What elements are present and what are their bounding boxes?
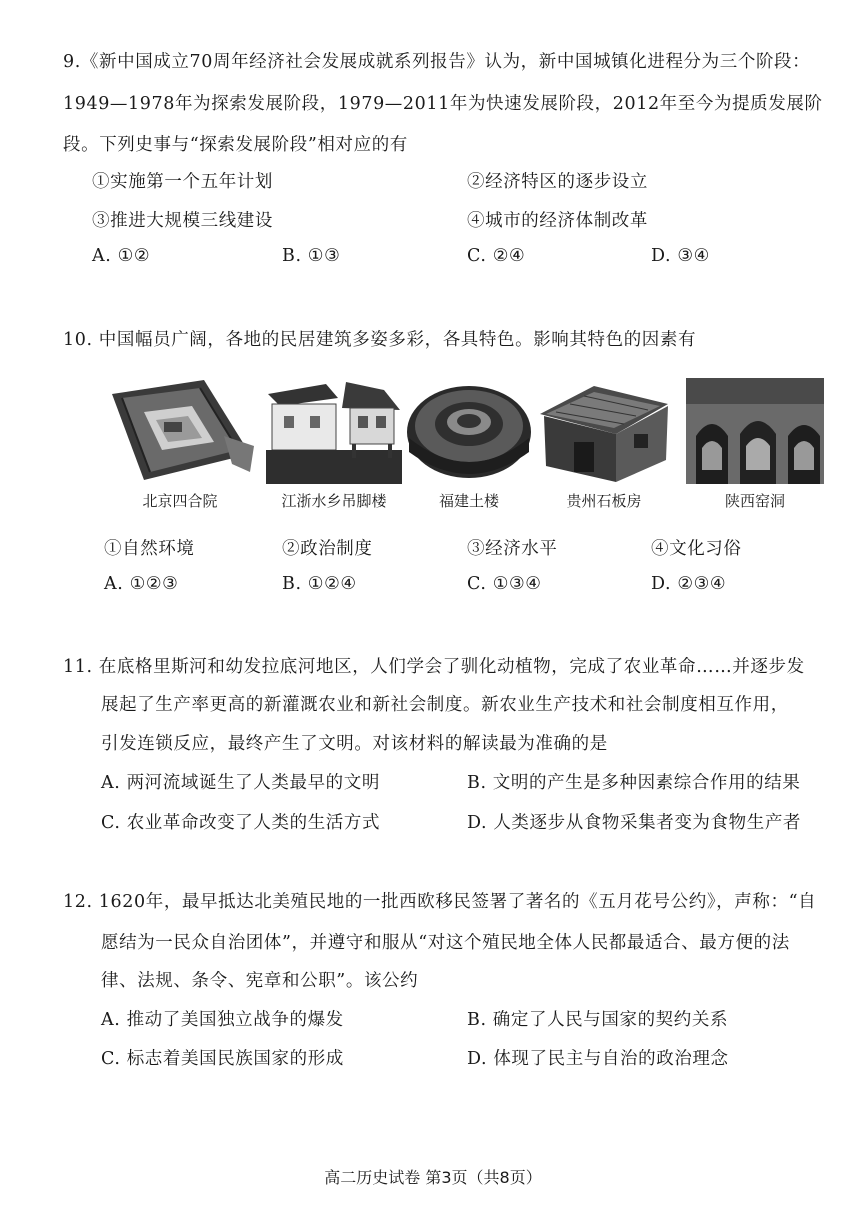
q9-item-4: ④城市的经济体制改革 — [467, 211, 648, 231]
caption-jiangzhe-stilt: 江浙水乡吊脚楼 — [281, 492, 387, 510]
q10-item-2: ②政治制度 — [282, 539, 373, 559]
q12-option-c: C. 标志着美国民族国家的形成 — [101, 1049, 344, 1069]
q12-stem-line-3: 律、法规、条令、宪章和公职”。该公约 — [101, 971, 419, 991]
cave-dwelling-image — [686, 378, 824, 484]
q12-option-a: A. 推动了美国独立战争的爆发 — [101, 1010, 344, 1030]
q11-stem-line-2: 展起了生产率更高的新灌溉农业和新社会制度。新农业生产技术和社会制度相互作用， — [101, 695, 789, 715]
q12-stem-line-1: 12. 1620年，最早抵达北美殖民地的一批西欧移民签署了著名的《五月花号公约》，声称：“自 — [63, 892, 817, 912]
q10-option-b: B. ①②④ — [282, 574, 357, 594]
q10-item-4: ④文化习俗 — [651, 539, 742, 559]
q10-option-c: C. ①③④ — [467, 574, 542, 594]
caption-guizhou-stone: 贵州石板房 — [566, 492, 642, 510]
q10-item-1: ①自然环境 — [104, 539, 195, 559]
stilt-house-image — [266, 380, 402, 484]
q11-option-c: C. 农业革命改变了人类的生活方式 — [101, 813, 381, 833]
caption-fujian-tulou: 福建土楼 — [438, 492, 499, 510]
page-footer: 高二历史试卷 第3页（共8页） — [324, 1168, 542, 1187]
courtyard-house-image — [104, 376, 256, 484]
q11-option-d: D. 人类逐步从食物采集者变为食物生产者 — [467, 813, 802, 833]
q9-option-b: B. ①③ — [282, 246, 341, 266]
q9-item-1: ①实施第一个五年计划 — [92, 172, 273, 192]
q9-option-d: D. ③④ — [651, 246, 710, 266]
q10-option-a: A. ①②③ — [104, 574, 179, 594]
q9-stem-line-1: 9.《新中国成立70周年经济社会发展成就系列报告》认为，新中国城镇化进程分为三个阶段： — [63, 52, 811, 72]
q11-option-a: A. 两河流域诞生了人类最早的文明 — [101, 773, 380, 793]
caption-beijing-courtyard: 北京四合院 — [142, 492, 218, 510]
stone-slab-house-image — [536, 384, 672, 484]
q9-option-a: A. ①② — [92, 246, 151, 266]
tulou-image — [405, 378, 533, 484]
q9-item-3: ③推进大规模三线建设 — [92, 211, 273, 231]
q12-stem-line-2: 愿结为一民众自治团体”，并遵守和服从“对这个殖民地全体人民都最适合、最方便的法 — [101, 933, 790, 953]
q12-option-b: B. 确定了人民与国家的契约关系 — [467, 1010, 729, 1030]
q11-option-b: B. 文明的产生是多种因素综合作用的结果 — [467, 773, 801, 793]
q12-option-d: D. 体现了民主与自治的政治理念 — [467, 1049, 729, 1069]
q9-stem-line-3: 段。下列史事与“探索发展阶段”相对应的有 — [63, 135, 408, 155]
caption-shaanxi-cave: 陕西窑洞 — [724, 492, 785, 510]
q9-stem-line-2: 1949—1978年为探索发展阶段，1979—2011年为快速发展阶段，2012年至今为提质发展阶 — [63, 94, 823, 114]
q10-option-d: D. ②③④ — [651, 574, 727, 594]
q11-stem-line-3: 引发连锁反应，最终产生了文明。对该材料的解读最为准确的是 — [101, 734, 608, 754]
q10-item-3: ③经济水平 — [467, 539, 558, 559]
q10-stem-line-1: 10. 中国幅员广阔，各地的民居建筑多姿多彩，各具特色。影响其特色的因素有 — [63, 330, 697, 350]
q11-stem-line-1: 11. 在底格里斯河和幼发拉底河地区，人们学会了驯化动植物，完成了农业革命……并逐步发 — [63, 657, 805, 677]
q9-item-2: ②经济特区的逐步设立 — [467, 172, 648, 192]
q9-option-c: C. ②④ — [467, 246, 526, 266]
